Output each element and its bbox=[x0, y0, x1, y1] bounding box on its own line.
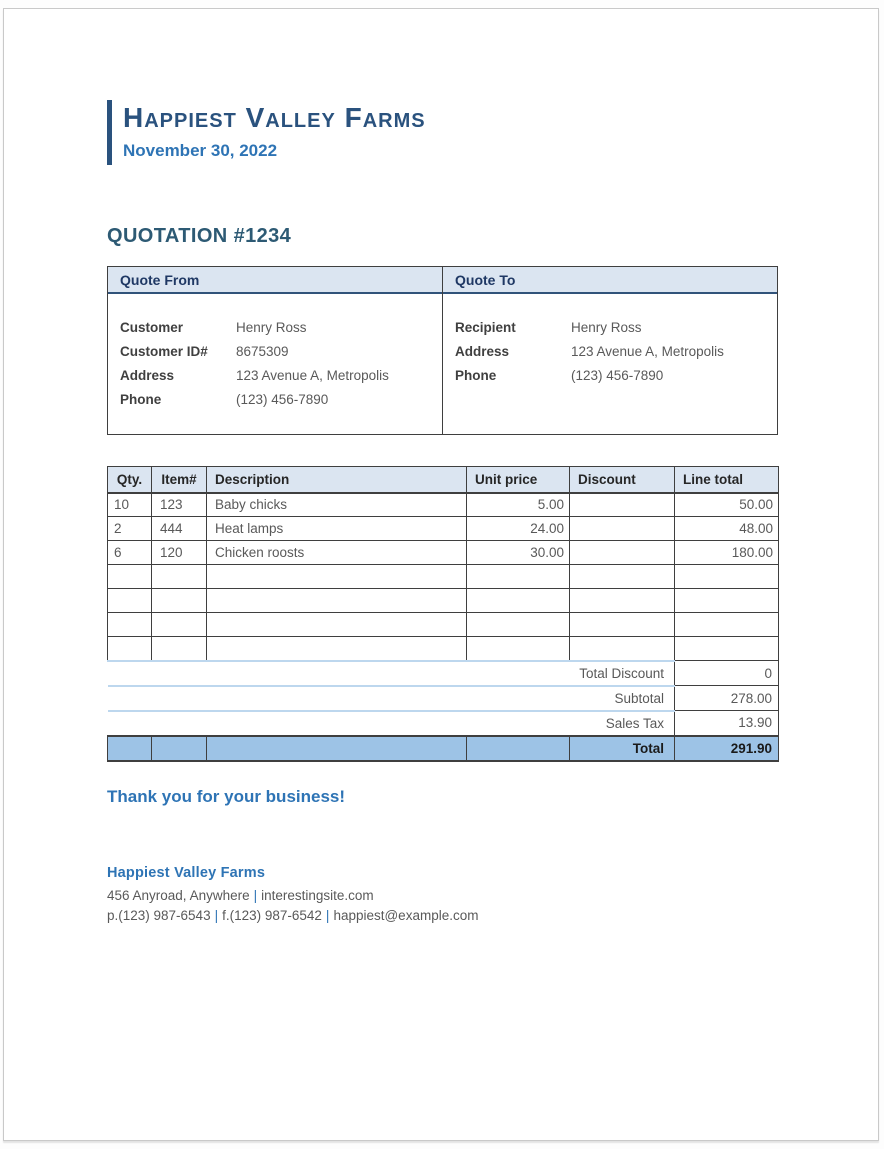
item-description: Heat lamps bbox=[207, 517, 467, 541]
total-row-spacer-cell bbox=[108, 736, 152, 761]
header-line-total: Line total bbox=[675, 467, 779, 493]
item-line-total: 50.00 bbox=[675, 493, 779, 517]
item-discount bbox=[570, 541, 675, 565]
field-label-recipient-phone: Phone bbox=[455, 368, 497, 383]
header-qty: Qty. bbox=[108, 467, 152, 493]
item-line-total: 180.00 bbox=[675, 541, 779, 565]
item-row-empty bbox=[108, 589, 779, 613]
item-unit-price bbox=[467, 565, 570, 589]
item-unit-price bbox=[467, 613, 570, 637]
summary-label: Sales Tax bbox=[605, 715, 664, 731]
closing-message: Thank you for your business! bbox=[107, 786, 346, 806]
footer-address-line bbox=[107, 886, 778, 906]
item-qty bbox=[108, 637, 152, 661]
total-row-spacer-cell bbox=[467, 736, 570, 761]
item-description bbox=[207, 589, 467, 613]
item-row-empty bbox=[108, 637, 779, 661]
company-name: Happiest Valley Farms bbox=[123, 102, 426, 133]
field-row bbox=[455, 364, 765, 388]
document-page bbox=[3, 8, 879, 1141]
item-discount bbox=[570, 613, 675, 637]
field-label-recipient-address: Address bbox=[455, 344, 510, 359]
summary-value: 13.90 bbox=[675, 711, 779, 736]
summary-label: Subtotal bbox=[108, 686, 675, 711]
item-number: 120 bbox=[152, 541, 207, 565]
item-unit-price bbox=[467, 589, 570, 613]
footer-company-name: Happiest Valley Farms bbox=[107, 864, 266, 881]
summary-value: 0 bbox=[675, 661, 779, 686]
separator: | bbox=[214, 907, 219, 923]
item-number bbox=[152, 637, 207, 661]
field-value-customer-id: 8675309 bbox=[236, 344, 289, 359]
item-description bbox=[207, 565, 467, 589]
item-number bbox=[152, 589, 207, 613]
separator: | bbox=[253, 887, 258, 903]
total-row-spacer-cell bbox=[152, 736, 207, 761]
field-label-address: Address bbox=[120, 368, 175, 383]
field-value-recipient-phone: (123) 456-7890 bbox=[571, 368, 664, 383]
items-header-row bbox=[108, 467, 779, 493]
brand-header bbox=[107, 100, 778, 165]
item-number bbox=[152, 613, 207, 637]
field-label-recipient: Recipient bbox=[455, 320, 516, 335]
item-number bbox=[152, 565, 207, 589]
item-row-empty bbox=[108, 613, 779, 637]
summary-row-subtotal bbox=[108, 686, 779, 711]
quote-from-body bbox=[108, 294, 442, 434]
quote-to-header: Quote To bbox=[443, 267, 777, 294]
item-row-empty bbox=[108, 565, 779, 589]
field-row bbox=[120, 388, 430, 412]
field-value-customer: Henry Ross bbox=[236, 320, 307, 335]
field-label-phone: Phone bbox=[120, 392, 162, 407]
field-value-recipient: Henry Ross bbox=[571, 320, 642, 335]
quote-to-section bbox=[443, 267, 778, 435]
parties-table bbox=[107, 266, 778, 435]
separator: | bbox=[325, 907, 330, 923]
document-content bbox=[107, 100, 778, 926]
item-discount bbox=[570, 637, 675, 661]
header-item: Item# bbox=[152, 467, 207, 493]
item-row bbox=[108, 517, 779, 541]
total-row-spacer-cell bbox=[207, 736, 467, 761]
item-unit-price: 30.00 bbox=[467, 541, 570, 565]
item-discount bbox=[570, 493, 675, 517]
item-discount bbox=[570, 565, 675, 589]
header-unit-price: Unit price bbox=[467, 467, 570, 493]
item-unit-price bbox=[467, 637, 570, 661]
document-date: November 30, 2022 bbox=[123, 141, 278, 160]
item-number: 123 bbox=[152, 493, 207, 517]
item-number: 444 bbox=[152, 517, 207, 541]
field-label-customer-id: Customer ID# bbox=[120, 344, 208, 359]
summary-row-total-discount bbox=[108, 661, 779, 686]
item-qty bbox=[108, 613, 152, 637]
quote-from-header: Quote From bbox=[108, 267, 442, 294]
footer-contact-line bbox=[107, 906, 778, 926]
quote-to-body bbox=[443, 294, 777, 434]
summary-value: 278.00 bbox=[675, 686, 779, 711]
items-table bbox=[107, 466, 779, 762]
field-row bbox=[120, 316, 430, 340]
item-line-total: 48.00 bbox=[675, 517, 779, 541]
footer-fax: f.(123) 987-6542 bbox=[222, 907, 322, 923]
summary-label: Total Discount bbox=[108, 661, 675, 686]
item-discount bbox=[570, 517, 675, 541]
total-value: 291.90 bbox=[675, 736, 779, 761]
item-qty bbox=[108, 589, 152, 613]
item-line-total bbox=[675, 637, 779, 661]
field-row bbox=[455, 340, 765, 364]
field-value-recipient-address: 123 Avenue A, Metropolis bbox=[571, 344, 724, 359]
item-description: Chicken roosts bbox=[207, 541, 467, 565]
item-description bbox=[207, 613, 467, 637]
item-line-total bbox=[675, 565, 779, 589]
item-discount bbox=[570, 589, 675, 613]
item-unit-price: 5.00 bbox=[467, 493, 570, 517]
item-row bbox=[108, 541, 779, 565]
quotation-title: QUOTATION #1234 bbox=[107, 225, 292, 247]
item-qty: 2 bbox=[108, 517, 152, 541]
item-description: Baby chicks bbox=[207, 493, 467, 517]
item-row bbox=[108, 493, 779, 517]
field-value-phone: (123) 456-7890 bbox=[236, 392, 329, 407]
footer bbox=[107, 865, 778, 926]
field-value-address: 123 Avenue A, Metropolis bbox=[236, 368, 389, 383]
summary-row-sales-tax bbox=[108, 711, 779, 736]
footer-address: 456 Anyroad, Anywhere bbox=[107, 887, 250, 903]
item-qty: 6 bbox=[108, 541, 152, 565]
footer-email: happiest@example.com bbox=[333, 907, 479, 923]
item-qty bbox=[108, 565, 152, 589]
field-row bbox=[455, 316, 765, 340]
item-line-total bbox=[675, 613, 779, 637]
header-description: Description bbox=[207, 467, 467, 493]
footer-phone: p.(123) 987-6543 bbox=[107, 907, 211, 923]
header-discount: Discount bbox=[570, 467, 675, 493]
item-qty: 10 bbox=[108, 493, 152, 517]
field-label-customer: Customer bbox=[120, 320, 184, 335]
total-row bbox=[108, 736, 779, 761]
item-line-total bbox=[675, 589, 779, 613]
item-description bbox=[207, 637, 467, 661]
quote-from-section bbox=[108, 267, 443, 435]
footer-website: interestingsite.com bbox=[261, 887, 374, 903]
field-row bbox=[120, 364, 430, 388]
field-row bbox=[120, 340, 430, 364]
item-unit-price: 24.00 bbox=[467, 517, 570, 541]
parties-row bbox=[108, 267, 778, 435]
total-label: Total bbox=[570, 736, 675, 761]
